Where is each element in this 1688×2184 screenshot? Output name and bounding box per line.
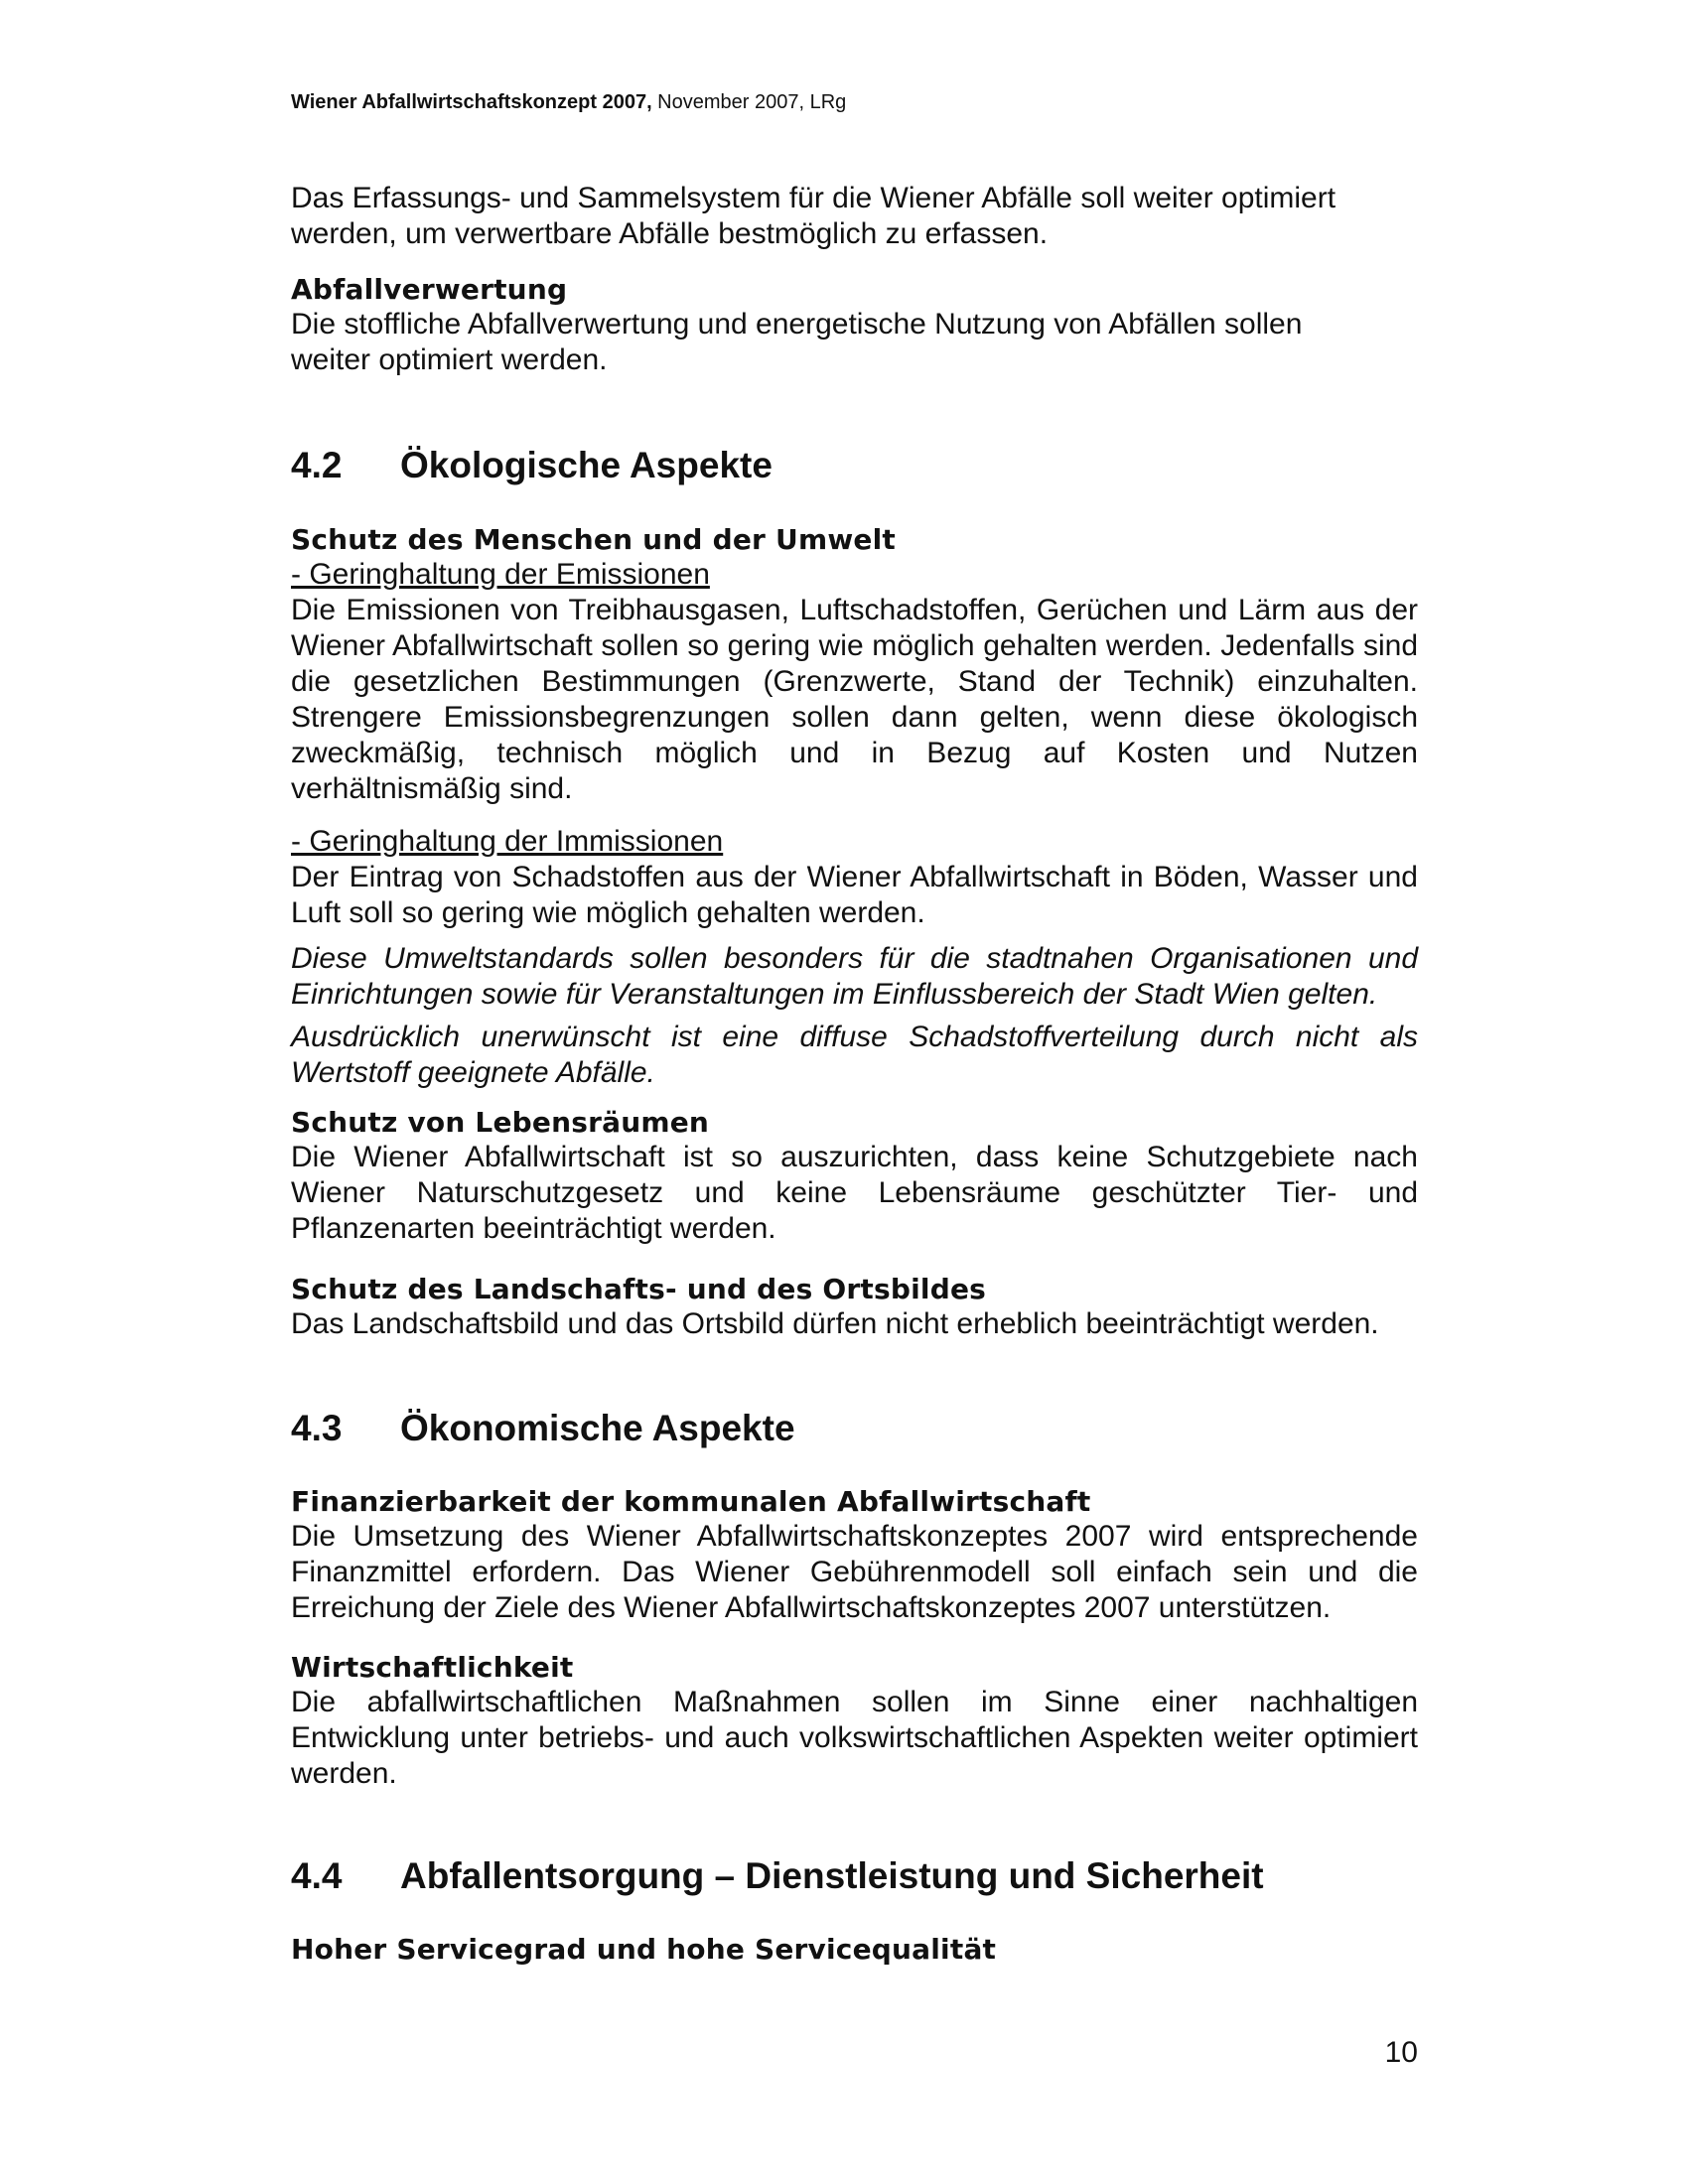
- intro-line-1: Das Erfassungs- und Sammelsystem für die Wiener Abfälle soll weiter optimiert: [291, 182, 1336, 214]
- schadstoffverteilung-text: Ausdrücklich unerwünscht ist eine diffuse Schadstoffverteilung durch nicht als Wertstoff geeignete Abfälle.: [291, 1021, 1418, 1089]
- section-4-4-heading: [291, 1854, 1418, 1898]
- finanzierbarkeit-text: Die Umsetzung des Wiener Abfallwirtschaftskonzeptes 2007 wird entsprechende Finanzmittel erfordern. Das Wiener Gebührenmodell soll einfach sein und die Erreichung der Ziele des Wiener Abfallwirtschaftskonzeptes 2007 unterstützen.: [291, 1520, 1418, 1624]
- lebensraeume-heading: Schutz von Lebensräumen: [291, 1106, 710, 1139]
- landschaft-text: Das Landschaftsbild und das Ortsbild dürfen nicht erheblich beeinträchtigt werden.: [291, 1307, 1379, 1340]
- schutz-menschen-block: [291, 523, 1418, 807]
- finanzierbarkeit-block: [291, 1485, 1418, 1626]
- lebensraeume-block: [291, 1106, 1418, 1247]
- umweltstandards-note: [291, 941, 1418, 1013]
- immissionen-label: - Geringhaltung der Immissionen: [291, 825, 724, 858]
- section-number: 4.2: [291, 445, 343, 485]
- section-title: Ökologische Aspekte: [400, 445, 773, 485]
- emissionen-text: Die Emissionen von Treibhausgasen, Luftschadstoffen, Gerüchen und Lärm aus der Wiener Abfallwirtschaft sollen so gering wie möglich gehalten werden. Jedenfalls sind die gesetzlichen Bestimmungen (Grenzwerte, Stand der Technik) einzuhalten. Strengere Emissionsbegrenzungen sollen dann gelten, wenn diese ökologisch zweckmäßig, technisch möglich und in Bezug auf Kosten und Nutzen verhältnismäßig sind.: [291, 594, 1418, 805]
- wirtschaftlichkeit-text: Die abfallwirtschaftlichen Maßnahmen sollen im Sinne einer nachhaltigen Entwicklung unter betriebs- und auch volkswirtschaftlichen Aspekten weiter optimiert werden.: [291, 1686, 1418, 1790]
- wirtschaftlichkeit-heading: Wirtschaftlichkeit: [291, 1651, 574, 1684]
- section-4-3-heading: [291, 1407, 1418, 1450]
- service-heading: Hoher Servicegrad und hohe Servicequalität: [291, 1933, 997, 1966]
- section-4-2-heading: [291, 444, 1418, 487]
- intro-line-2: werden, um verwertbare Abfälle bestmöglich zu erfassen.: [291, 217, 1049, 250]
- finanzierbarkeit-heading: Finanzierbarkeit der kommunalen Abfallwirtschaft: [291, 1485, 1091, 1518]
- section-number: 4.3: [291, 1408, 343, 1448]
- abfallverwertung-line-2: weiter optimiert werden.: [291, 343, 608, 376]
- lebensraeume-text: Die Wiener Abfallwirtschaft ist so auszurichten, dass keine Schutzgebiete nach Wiener Naturschutzgesetz und keine Lebensräume geschützter Tier- und Pflanzenarten beeinträchtigt werden.: [291, 1141, 1418, 1245]
- header-date-author: November 2007, LRg: [651, 91, 847, 113]
- schutz-menschen-heading: Schutz des Menschen und der Umwelt: [291, 523, 896, 556]
- immissionen-text: Der Eintrag von Schadstoffen aus der Wiener Abfallwirtschaft in Böden, Wasser und Luft soll so gering wie möglich gehalten werden.: [291, 861, 1418, 929]
- abfallverwertung-line-1: Die stoffliche Abfallverwertung und energetische Nutzung von Abfällen sollen: [291, 308, 1303, 341]
- schadstoffverteilung-note: [291, 1020, 1418, 1091]
- wirtschaftlichkeit-block: [291, 1651, 1418, 1792]
- umweltstandards-text: Diese Umweltstandards sollen besonders für die stadtnahen Organisationen und Einrichtungen sowie für Veranstaltungen im Einflussbereich der Stadt Wien gelten.: [291, 942, 1418, 1011]
- header-title: Wiener Abfallwirtschaftskonzept 2007,: [291, 91, 652, 113]
- section-title: Abfallentsorgung – Dienstleistung und Sicherheit: [400, 1855, 1264, 1896]
- section-title: Ökonomische Aspekte: [400, 1408, 795, 1448]
- running-header: [291, 89, 846, 115]
- abfallverwertung-heading: Abfallverwertung: [291, 273, 568, 306]
- section-number: 4.4: [291, 1855, 343, 1896]
- landschaft-heading: Schutz des Landschafts- und des Ortsbildes: [291, 1273, 987, 1305]
- service-block: [291, 1933, 1418, 1967]
- page-number: 10: [1384, 2036, 1418, 2069]
- emissionen-label: - Geringhaltung der Emissionen: [291, 558, 710, 591]
- landschaft-block: [291, 1273, 1418, 1342]
- immissionen-block: [291, 824, 1418, 931]
- intro-paragraph: [291, 181, 1418, 252]
- abfallverwertung-block: [291, 273, 1418, 378]
